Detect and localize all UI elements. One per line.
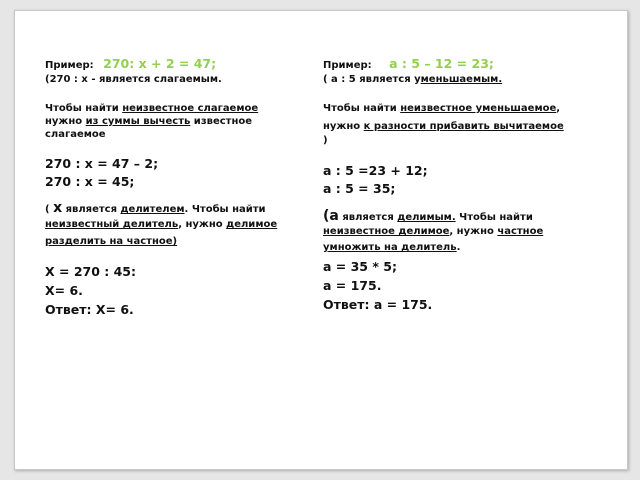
right-step-2: а : 5 = 35; [323,181,396,196]
left-example-line [45,56,216,71]
left-line-7 [45,200,266,216]
right-line-8-text: , нужно [449,226,498,237]
right-line-9 [323,242,460,253]
right-line-1 [323,74,502,85]
left-line-3-text: нужно [45,116,86,127]
slide [14,10,628,470]
left-line-3-end: известное [190,116,253,127]
left-term-unknown-divisor: неизвестный делитель [45,219,179,230]
right-line-2 [323,103,560,114]
left-step-4: Х= 6. [45,283,83,298]
right-example-equation: а : 5 – 12 = 23; [389,56,494,71]
left-term-divisor: делителем [120,204,185,215]
left-line-4: слагаемое [45,129,106,140]
right-step-3: а = 35 * 5; [323,259,397,274]
right-example-label: Пример: [323,60,372,71]
left-line-2-text: Чтобы найти [45,103,123,114]
right-line-7-text: является [338,212,398,223]
right-term-multiply-divisor: умножить на делитель [323,242,457,253]
left-line-8 [45,219,277,230]
left-answer: Ответ: Х= 6. [45,302,134,317]
left-step-2: 270 : х = 45; [45,174,135,189]
right-line-3-text: нужно [323,121,364,132]
right-line-7-end: Чтобы найти [455,212,533,223]
left-term-dividend: делимое [226,219,278,230]
left-term-subtract: из суммы вычесть [85,116,191,127]
left-line-7-open: ( [45,204,54,215]
right-line-3 [323,121,564,132]
right-term-unknown-dividend: неизвестное делимое [323,226,450,237]
right-var-a: (а [323,208,339,224]
right-term-add-subtrahend: к разности прибавить вычитаемое [363,121,564,132]
right-line-4: ) [323,135,328,146]
left-step-3: Х = 270 : 45: [45,264,137,279]
left-term-unknown-addend: неизвестное слагаемое [122,103,259,114]
right-term-dividend: делимым. [397,212,456,223]
left-line-3 [45,116,252,127]
right-example-line [323,56,494,71]
right-line-2-end: , [556,103,561,114]
left-line-9: разделить на частное) [45,236,178,247]
right-line-2-text: Чтобы найти [323,103,401,114]
right-line-9-end: . [456,242,461,253]
right-line-7 [323,208,533,224]
right-term-minuend: меньшаемым. [420,74,503,85]
right-answer: Ответ: а = 175. [323,297,433,312]
left-example-label: Пример: [45,60,94,71]
left-line-2 [45,103,258,114]
left-line-8-text: , нужно [178,219,227,230]
left-example-equation: 270: х + 2 = 47; [103,56,217,71]
right-term-unknown-minuend: неизвестное уменьшаемое [400,103,557,114]
left-line-1: (270 : х - является слагаемым. [45,74,222,85]
left-line-7-end: . Чтобы найти [184,204,266,215]
right-term-quotient: частное [497,226,544,237]
left-var-x: х [53,200,63,216]
right-line-8 [323,226,543,237]
right-step-1: а : 5 =23 + 12; [323,163,428,178]
left-step-1: 270 : х = 47 – 2; [45,156,159,171]
left-line-7-text: является [62,204,121,215]
right-line-1-text: ( а : 5 является у [323,74,421,85]
right-step-4: а = 175. [323,278,382,293]
